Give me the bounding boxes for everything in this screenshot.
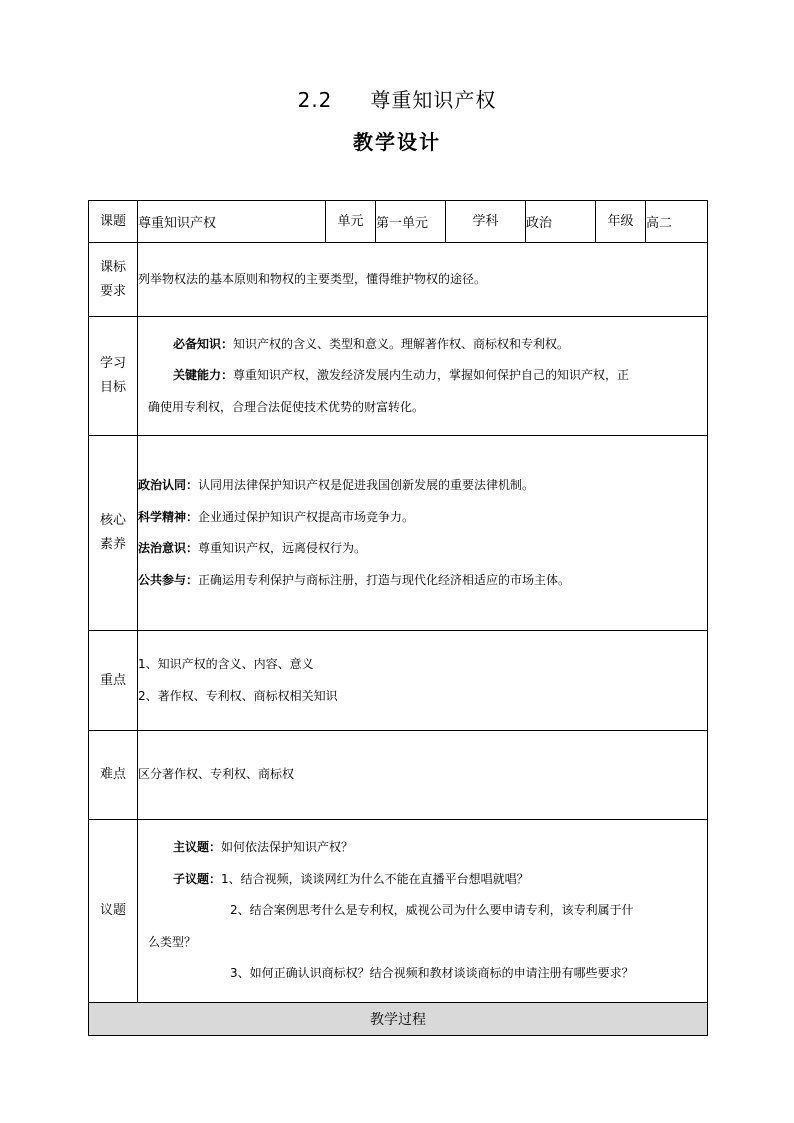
literacy-content (138, 436, 708, 631)
goals-label: 学习 目标 (89, 317, 138, 436)
literacy-item: 法治意识：尊重知识产权，远离侵权行为。 (138, 541, 367, 555)
section-number: 2.2 (297, 88, 333, 112)
document-subtitle: 教学设计 (353, 130, 441, 154)
difficulty-row (89, 731, 708, 820)
sub-topic-2: 2、结合案例思考什么是专利权，威视公司为什么要申请专利，该专利属于什 (230, 903, 634, 918)
standard-text: 列举物权法的基本原则和物权的主要类型，懂得维护物权的途径。 (138, 271, 487, 286)
keypoint-item: 2、著作权、专利权、商标权相关知识 (138, 688, 338, 703)
topics-row (89, 820, 708, 1003)
subject-value: 政治 (526, 201, 596, 243)
lesson-title: 尊重知识产权 (370, 88, 497, 112)
ability-line-cont: 确使用专利权，合理合法促使技术优势的财富转化。 (148, 399, 425, 414)
ability-line: 关键能力：尊重知识产权，激发经济发展内生动力，掌握如何保护自己的知识产权，正 (173, 368, 630, 383)
subject-label: 学科 (446, 201, 526, 243)
keypoints-content (138, 631, 708, 731)
unit-label: 单元 (326, 201, 376, 243)
literacy-row (89, 436, 708, 631)
process-label: 教学过程 (89, 1003, 708, 1036)
main-topic: 主议题：如何依法保护知识产权？ (173, 840, 354, 855)
keypoints-label: 重点 (89, 631, 138, 731)
sub-topic-1: 子议题：1、结合视频，谈谈网红为什么不能在直播平台想唱就唱？ (173, 871, 529, 886)
topic-value: 尊重知识产权 (138, 201, 326, 243)
lesson-plan-table (88, 200, 708, 1036)
literacy-item: 科学精神：企业通过保护知识产权提高市场竞争力。 (138, 509, 415, 524)
difficulty-content (138, 731, 708, 820)
info-row (89, 201, 708, 243)
difficulty-label: 难点 (89, 731, 138, 820)
standard-label: 课标 要求 (89, 243, 138, 317)
difficulty-text: 区分著作权、专利权、商标权 (138, 767, 295, 782)
document-title (0, 84, 794, 113)
standard-row (89, 243, 708, 317)
literacy-label: 核心 素养 (89, 436, 138, 631)
standard-content (138, 243, 708, 317)
goals-content (138, 317, 708, 436)
sub-topic-3: 3、如何正确认识商标权？结合视频和教材谈谈商标的申请注册有哪些要求？ (230, 966, 634, 981)
keypoint-item: 1、知识产权的含义、内容、意义 (138, 657, 314, 671)
topics-content (138, 820, 708, 1003)
process-row (89, 1003, 708, 1036)
sub-topic-2-cont: 么类型？ (148, 934, 197, 949)
goals-row (89, 317, 708, 436)
topics-label: 议题 (89, 820, 138, 1003)
literacy-item: 政治认同：认同用法律保护知识产权是促进我国创新发展的重要法律机制。 (138, 478, 535, 492)
grade-label: 年级 (596, 201, 646, 243)
topic-label: 课题 (89, 201, 138, 243)
unit-value: 第一单元 (376, 201, 446, 243)
keypoints-row (89, 631, 708, 731)
literacy-item: 公共参与：正确运用专利保护与商标注册，打造与现代化经济相适应的市场主体。 (138, 572, 571, 587)
grade-value: 高二 (646, 201, 708, 243)
knowledge-line: 必备知识：知识产权的含义、类型和意义。理解著作权、商标权和专利权。 (173, 336, 570, 351)
